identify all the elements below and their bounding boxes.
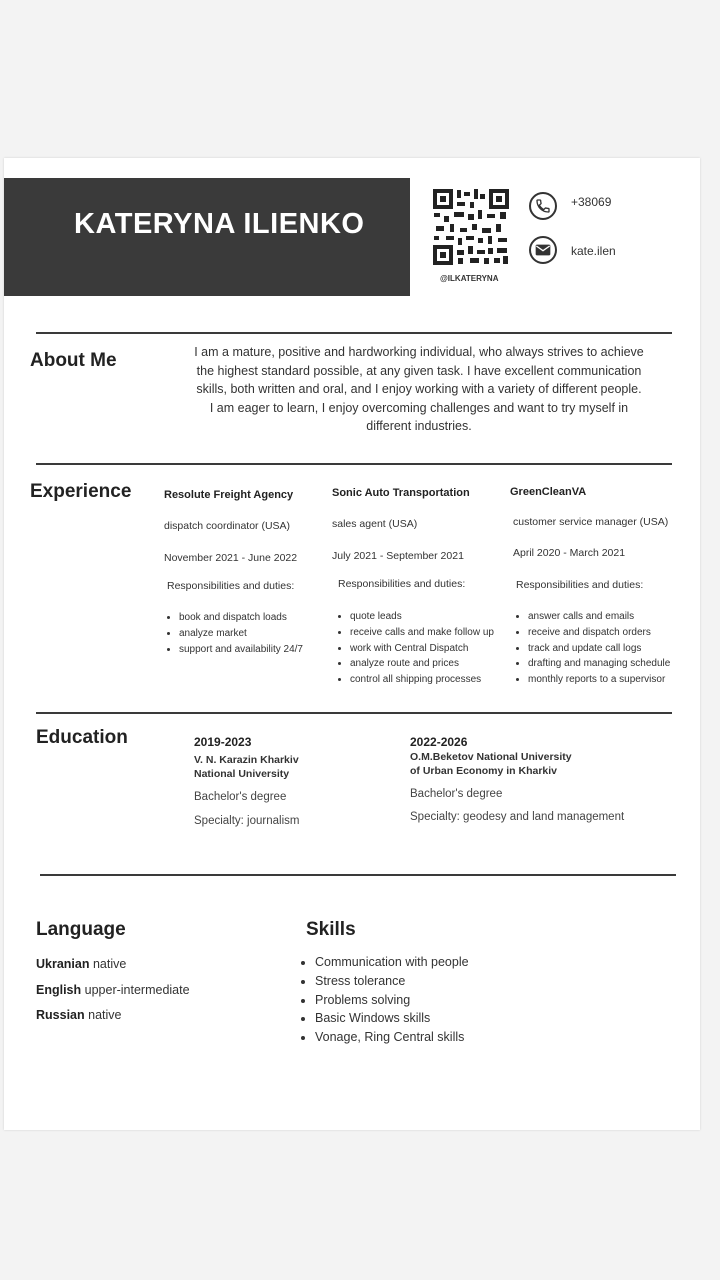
list-item: • receive and dispatch orders — [528, 625, 670, 641]
list-item: • quote leads — [350, 609, 494, 625]
list-item: • analyze route and prices — [350, 656, 494, 672]
language-level: native — [92, 957, 127, 971]
list-item: • analyze market — [179, 626, 303, 642]
language-name: Russian — [36, 1008, 85, 1022]
phone-number[interactable]: +38069 — [571, 195, 612, 209]
email-address[interactable]: kate.ilen — [571, 244, 616, 258]
list-item: • control all shipping processes — [350, 672, 494, 688]
job-period: November 2021 - June 2022 — [164, 552, 298, 564]
education-title: Education — [36, 727, 128, 748]
list-item: • book and dispatch loads — [179, 610, 303, 626]
language-level: native — [88, 1008, 122, 1022]
edu-university-line: National University — [194, 768, 290, 780]
email-icon — [529, 236, 557, 264]
job-duties — [164, 610, 303, 657]
edu-years: 2019-2023 — [194, 735, 252, 749]
skills-list — [299, 953, 469, 1047]
edu-specialty: Specialty: geodesy and land management — [410, 811, 625, 823]
language-item — [36, 1008, 121, 1022]
list-item: • Stress tolerance — [315, 972, 469, 991]
phone-icon — [529, 192, 557, 220]
list-item: • drafting and managing schedule — [528, 656, 670, 672]
experience-title: Experience — [30, 481, 132, 502]
about-title: About Me — [30, 350, 117, 371]
edu-university — [410, 750, 572, 778]
qr-handle: @ILKATERYNA — [440, 274, 499, 283]
job-duties — [513, 609, 670, 688]
language-title: Language — [36, 919, 126, 940]
language-item — [36, 957, 126, 971]
edu-university — [194, 753, 299, 781]
list-item: • Problems solving — [315, 991, 469, 1010]
edu-years: 2022-2026 — [410, 735, 468, 749]
list-item: • monthly reports to a supervisor — [528, 672, 670, 688]
language-name: English — [36, 983, 82, 997]
full-name: KATERYNA ILIENKO — [74, 208, 365, 240]
divider — [40, 874, 676, 876]
edu-university-line: O.M.Beketov National University — [410, 751, 572, 763]
edu-university-line: V. N. Karazin Kharkiv — [194, 754, 299, 766]
list-item: • support and availability 24/7 — [179, 642, 303, 658]
divider — [36, 463, 672, 465]
about-text: I am a mature, positive and hardworking individual, who always strives to achieve the highest standard possible, at any given task. I have excellent communication skills, both written and oral, and I enjoy working with a variety of different people. I am eager to learn, I enjoy overcoming challenges and want to try myself in different industries. — [194, 345, 644, 433]
edu-degree: Bachelor's degree — [194, 791, 287, 803]
list-item: • Communication with people — [315, 953, 469, 972]
job-company: GreenCleanVA — [510, 486, 587, 498]
job-role: dispatch coordinator (USA) — [164, 520, 291, 532]
job-role: customer service manager (USA) — [513, 516, 669, 528]
edu-degree: Bachelor's degree — [410, 788, 503, 800]
list-item: • work with Central Dispatch — [350, 641, 494, 657]
language-item — [36, 983, 190, 997]
list-item: • Basic Windows skills — [315, 1009, 469, 1028]
list-item: • answer calls and emails — [528, 609, 670, 625]
job-resp-label: Responsibilities and duties: — [516, 579, 644, 591]
list-item: • receive calls and make follow up — [350, 625, 494, 641]
language-level: upper-intermediate — [84, 983, 190, 997]
list-item: • track and update call logs — [528, 641, 670, 657]
divider — [36, 332, 672, 334]
job-company: Resolute Freight Agency — [164, 489, 294, 501]
divider — [36, 712, 672, 714]
resume-page — [4, 158, 700, 1130]
skills-title: Skills — [306, 919, 356, 940]
job-period: July 2021 - September 2021 — [332, 550, 464, 562]
edu-university-line: of Urban Economy in Kharkiv — [410, 765, 558, 777]
job-resp-label: Responsibilities and duties: — [338, 578, 466, 590]
job-role: sales agent (USA) — [332, 518, 418, 530]
edu-specialty: Specialty: journalism — [194, 815, 300, 827]
job-duties — [335, 609, 494, 688]
job-period: April 2020 - March 2021 — [513, 547, 626, 559]
qr-code-icon — [432, 188, 510, 266]
language-name: Ukranian — [36, 957, 90, 971]
job-company: Sonic Auto Transportation — [332, 487, 470, 499]
list-item: • Vonage, Ring Central skills — [315, 1028, 469, 1047]
job-resp-label: Responsibilities and duties: — [167, 580, 295, 592]
